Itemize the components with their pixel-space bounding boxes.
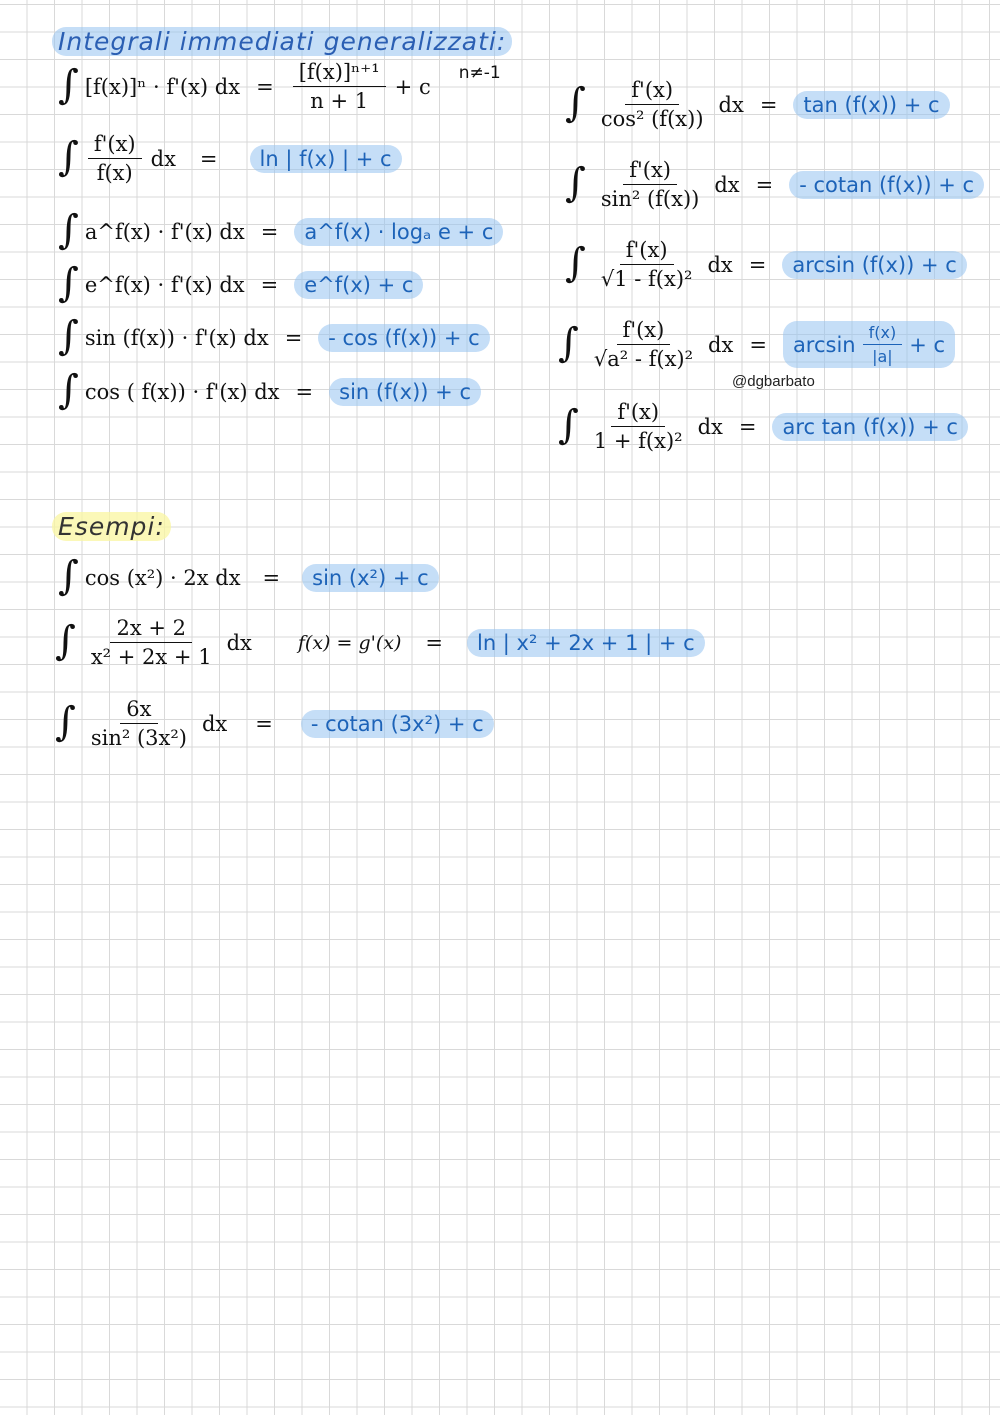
fraction-denominator: √1 - f(x)²	[600, 267, 693, 291]
equals-sign: =	[749, 332, 767, 357]
integrand-fraction	[588, 400, 689, 453]
section-title-examples: Esempi:	[52, 512, 171, 541]
integrand-fraction	[595, 238, 699, 291]
integral-sign: ∫	[558, 319, 579, 366]
result-highlight: tan (f(x)) + c	[793, 91, 949, 119]
integral-sign: ∫	[58, 553, 79, 599]
equals-sign: =	[199, 146, 218, 171]
integral-sign: ∫	[565, 159, 586, 206]
integral-sign: ∫	[55, 617, 76, 664]
formula-exponential-e	[58, 260, 423, 306]
result-highlight: a^f(x) · logₐ e + c	[294, 218, 503, 246]
integrand-fraction	[595, 78, 710, 131]
integral-sign: ∫	[58, 61, 79, 108]
fraction-numerator: f'(x)	[625, 78, 679, 105]
equals-sign: =	[748, 252, 767, 277]
differential: dx	[697, 414, 723, 439]
integral-sign: ∫	[58, 313, 79, 359]
equals-sign: =	[255, 711, 273, 736]
differential: dx	[226, 630, 252, 655]
fraction-numerator: [f(x)]ⁿ⁺¹	[293, 60, 386, 87]
fraction-numerator: f'(x)	[88, 132, 142, 159]
integral-sign: ∫	[565, 239, 586, 286]
result-highlight: sin (x²) + c	[302, 564, 438, 592]
author-handle: @dgbarbato	[732, 373, 815, 390]
result-highlight	[783, 321, 955, 368]
fraction-numerator: 2x + 2	[110, 616, 192, 643]
integrand: e^f(x) · f'(x) dx	[84, 273, 245, 297]
condition-label: n≠-1	[458, 62, 501, 83]
equals-sign: =	[256, 74, 274, 99]
formula-arctangent	[558, 400, 968, 453]
result-highlight: arcsin (f(x)) + c	[782, 251, 966, 279]
fraction-numerator: f'(x)	[623, 158, 677, 185]
integral-sign: ∫	[558, 401, 579, 448]
formula-sine	[58, 313, 490, 359]
fraction-denominator: |a|	[872, 347, 893, 366]
differential: dx	[201, 711, 228, 736]
fraction-numerator: f'(x)	[620, 238, 674, 265]
fraction-denominator: f(x)	[96, 161, 133, 185]
differential: dx	[708, 332, 734, 357]
fraction-numerator: f'(x)	[611, 400, 665, 427]
result-prefix: arcsin	[792, 332, 856, 357]
equals-sign: =	[759, 92, 778, 117]
result-highlight: - cos (f(x)) + c	[318, 324, 489, 352]
integral-sign: ∫	[58, 207, 79, 253]
equals-sign: =	[425, 630, 443, 655]
result-fraction	[293, 60, 386, 113]
integral-sign: ∫	[565, 79, 586, 126]
equals-sign: =	[755, 172, 774, 197]
result-highlight: e^f(x) + c	[294, 271, 423, 299]
fraction-numerator: f(x)	[863, 323, 903, 345]
formula-arcsine	[565, 238, 967, 291]
fraction-denominator: cos² (f(x))	[600, 107, 704, 131]
integrand: sin (f(x)) · f'(x) dx	[84, 326, 269, 350]
result-highlight: ln | x² + 2x + 1 | + c	[467, 629, 705, 657]
result-highlight: sin (f(x)) + c	[329, 378, 481, 406]
example-3	[55, 697, 494, 750]
differential: dx	[714, 172, 740, 197]
integrand-fraction	[85, 616, 218, 669]
formula-tangent	[565, 78, 950, 131]
fraction-denominator: √a² - f(x)²	[593, 347, 694, 371]
equals-sign: =	[295, 380, 314, 404]
fraction-numerator: f'(x)	[617, 318, 671, 345]
result-highlight: - cotan (f(x)) + c	[789, 171, 984, 199]
example-1	[58, 553, 439, 599]
section-title-integrals: Integrali immediati generalizzati:	[52, 27, 512, 56]
integrand-fraction	[85, 697, 193, 750]
integrand: cos (x²) · 2x dx	[84, 566, 241, 590]
result-highlight: ln | f(x) | + c	[250, 145, 402, 173]
differential: dx	[718, 92, 744, 117]
constant: + c	[909, 332, 946, 357]
fraction-denominator: sin² (f(x))	[600, 187, 700, 211]
integral-sign: ∫	[58, 367, 79, 413]
equals-sign: =	[284, 326, 303, 350]
formula-cosine	[58, 367, 481, 413]
fraction-numerator: 6x	[120, 697, 157, 724]
formula-cotangent	[565, 158, 984, 211]
integrand: a^f(x) · f'(x) dx	[84, 220, 245, 244]
equals-sign: =	[738, 414, 757, 439]
constant: + c	[394, 74, 431, 99]
result-highlight: - cotan (3x²) + c	[301, 710, 494, 738]
integrand: cos ( f(x)) · f'(x) dx	[84, 380, 280, 404]
integral-sign: ∫	[55, 698, 76, 745]
result-highlight: arc tan (f(x)) + c	[772, 413, 967, 441]
formula-log	[58, 132, 402, 185]
result-fraction	[863, 323, 903, 366]
equals-sign: =	[262, 566, 281, 590]
fraction-denominator: 1 + f(x)²	[593, 429, 683, 453]
integrand: [f(x)]ⁿ · f'(x) dx	[84, 74, 241, 99]
integral-sign: ∫	[58, 260, 79, 306]
formula-arcsine-a	[558, 318, 955, 371]
integral-sign: ∫	[58, 133, 79, 180]
fraction-denominator: n + 1	[310, 89, 369, 113]
fraction-denominator: sin² (3x²)	[90, 726, 187, 750]
integrand-fraction	[88, 132, 142, 185]
equals-sign: =	[260, 220, 279, 244]
fraction-denominator: x² + 2x + 1	[90, 645, 212, 669]
formula-exponential-a	[58, 207, 503, 253]
integrand-fraction	[588, 318, 699, 371]
integrand-fraction	[595, 158, 706, 211]
formula-power	[58, 60, 501, 113]
differential: dx	[707, 252, 733, 277]
differential: dx	[150, 146, 176, 171]
equals-sign: =	[260, 273, 279, 297]
example-2	[55, 616, 705, 669]
substitution-note: f(x) = g'(x)	[297, 631, 402, 654]
